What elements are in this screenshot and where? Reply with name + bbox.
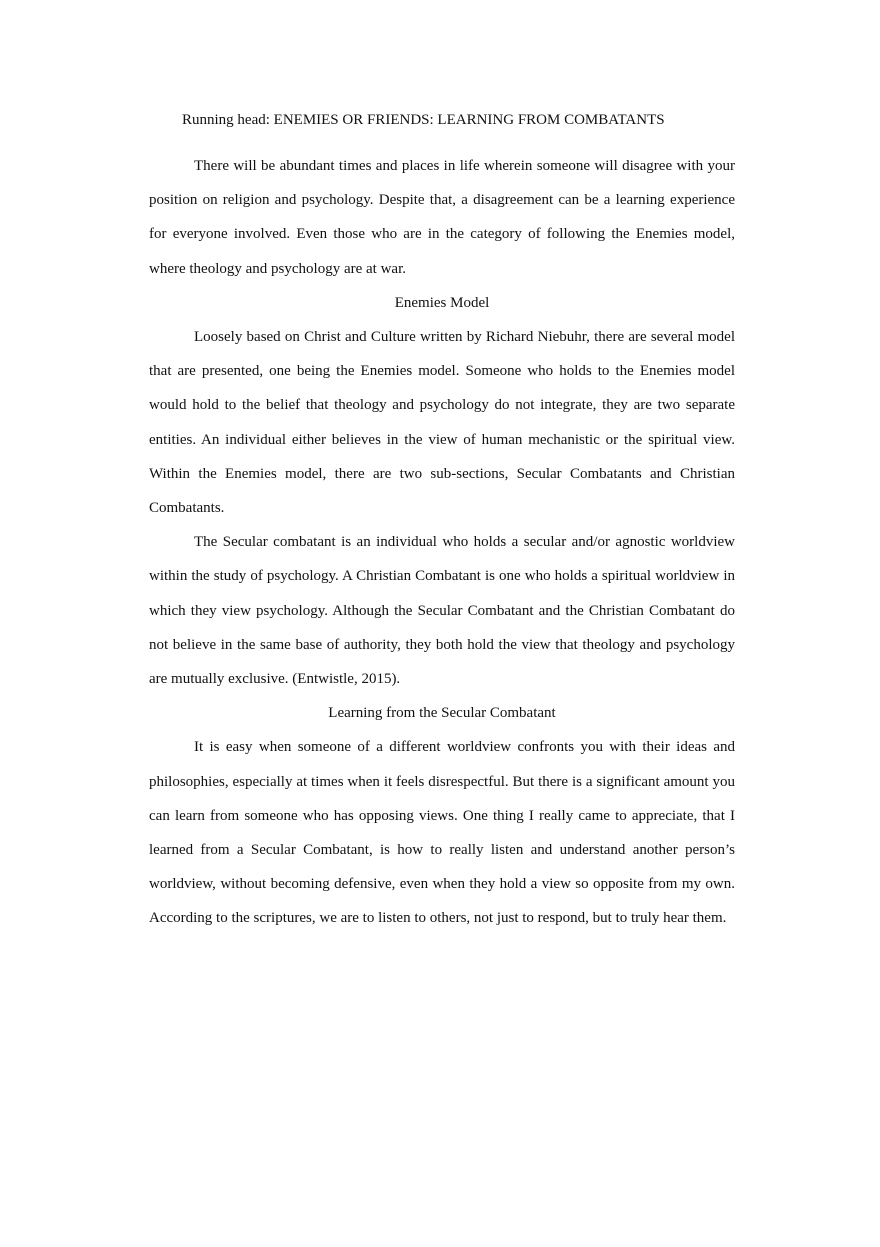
enemies-model-paragraph-1: Loosely based on Christ and Culture written by Richard Niebuhr, there are several model that are presented, one being the Enemies model. Someone who holds to the Enemies model would hold to the belief that theology and psychology do not integrate, they are two separate entities. An individual either believes in the view of human mechanistic or the spiritual view. Within the Enemies model, there are two sub-sections, Secular Combatants and Christian Combatants. [149, 329, 735, 517]
running-head: Running head: ENEMIES OR FRIENDS: LEARNING FROM COMBATANTS [182, 112, 665, 128]
heading-learning-secular: Learning from the Secular Combatant [328, 705, 556, 722]
learning-secular-paragraph: It is easy when someone of a different worldview confronts you with their ideas and philosophies, especially at times when it feels disrespectful. But there is a significant amount you can learn from someone who has opposing views. One thing I really came to appreciate, that I learned from a Secular Combatant, is how to really listen and understand another person’s worldview, without becoming defensive, even when they hold a view so opposite from my own. According to the scriptures, we are to listen to others, not just to respond, but to truly hear them. [149, 739, 735, 927]
heading-enemies-model: Enemies Model [394, 294, 490, 311]
enemies-model-paragraph-2: The Secular combatant is an individual who holds a secular and/or agnostic worldview within the study of psychology. A Christian Combatant is one who holds a spiritual worldview in which they view psychology. Although the Secular Combatant and the Christian Combatant do not believe in the same base of authority, they both hold the view that theology and psychology are mutually exclusive. (Entwistle, 2015). [149, 534, 735, 688]
document-body [149, 149, 735, 936]
intro-paragraph: There will be abundant times and places in life wherein someone will disagree with your position on religion and psychology. Despite that, a disagreement can be a learning experience for everyone involved. Even those who are in the category of following the Enemies model, where theology and psychology are at war. [149, 158, 735, 277]
